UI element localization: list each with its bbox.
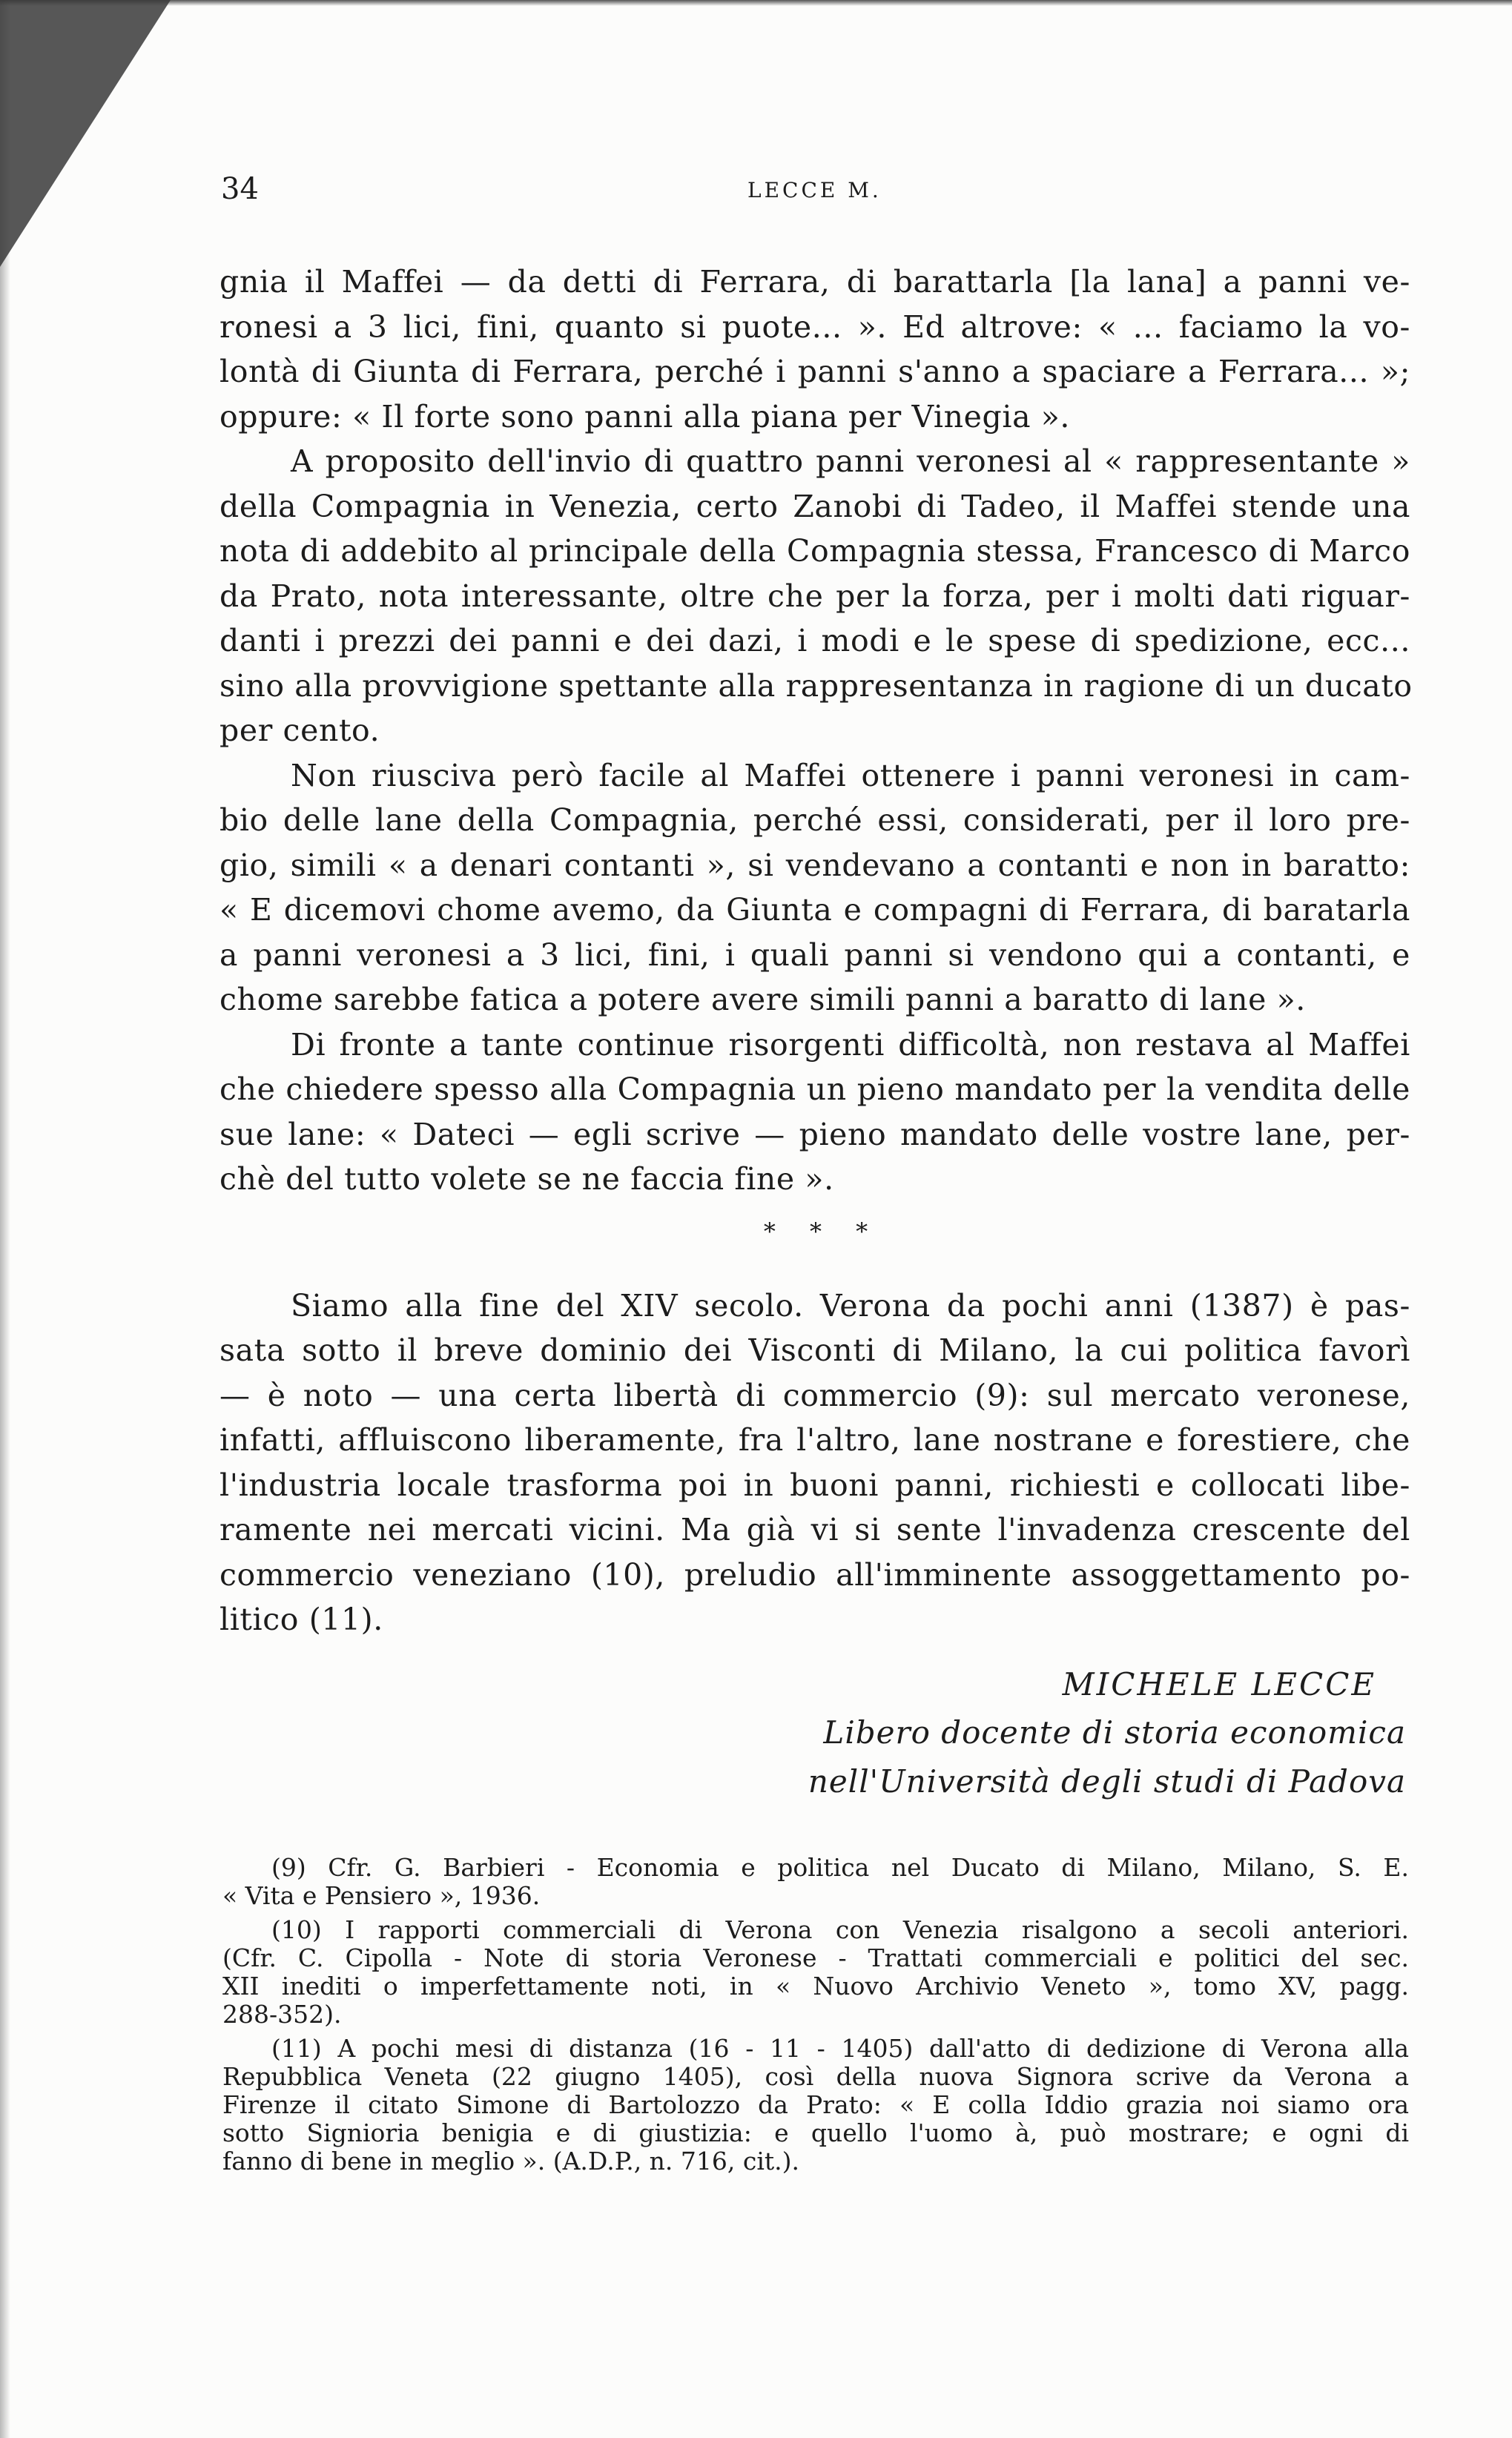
footnotes <box>222 1854 1409 2176</box>
text-line: — è noto — una certa libertà di commercio (9): sul mercato veronese, <box>219 1377 1410 1413</box>
page-header <box>221 172 1407 224</box>
scan-shadow-top <box>0 0 1512 6</box>
text-line: chome sarebbe fatica a potere avere simili panni a baratto di lane ». <box>219 982 1306 1017</box>
text-line: bio delle lane della Compagnia, perché essi, considerati, per il loro pre- <box>219 802 1410 838</box>
running-head: LECCE M. <box>747 178 882 202</box>
footnote-line: sotto Signioria benigia e di giustizia: e quello l'uomo à, può mostrare; e ogni di <box>222 2118 1409 2147</box>
footnote-10 <box>222 1916 1409 2029</box>
text-line: Di fronte a tante continue risorgenti difficoltà, non restava al Maffei <box>291 1026 1410 1063</box>
text-line: sue lane: « Dateci — egli scrive — pieno mandato delle vostre lane, per- <box>219 1116 1410 1152</box>
paragraph-1 <box>219 260 1410 439</box>
text-line: commercio veneziano (10), preludio all'imminente assoggettamento po- <box>219 1556 1410 1593</box>
text-line: per cento. <box>219 713 380 748</box>
text-line: sino alla provvigione spettante alla rappresentanza in ragione di un ducato <box>219 667 1413 704</box>
footnote-line: Repubblica Veneta (22 giugno 1405), così della nuova Signora scrive da Verona a <box>222 2062 1409 2091</box>
text-line: lontà di Giunta di Ferrara, perché i panni s'anno a spaciare a Ferrara... »; <box>219 354 1410 389</box>
text-line: oppure: « Il forte sono panni alla piana per Vinegia ». <box>219 398 1071 435</box>
footnote-11 <box>222 2035 1409 2176</box>
text-line: ronesi a 3 lici, fini, quanto si puote... ». Ed altrove: « ... faciamo la vo- <box>219 308 1410 345</box>
text-line: della Compagnia in Venezia, certo Zanobi di Tadeo, il Maffei stende una <box>219 488 1410 524</box>
text-line: che chiedere spesso alla Compagnia un pieno mandato per la vendita delle <box>219 1071 1410 1107</box>
footnote-line: 288-352). <box>222 2000 342 2029</box>
footnote-line: « Vita e Pensiero », 1936. <box>222 1881 541 1910</box>
body-text <box>219 260 1413 1642</box>
scan-shadow-left <box>0 0 10 2438</box>
text-line: sata sotto il breve dominio dei Visconti di Milano, la cui politica favorì <box>219 1332 1410 1368</box>
text-line: A proposito dell'invio di quattro panni veronesi al « rappresentante » <box>291 443 1410 479</box>
paragraph-3 <box>219 753 1410 1023</box>
text-line: chè del tutto volete se ne faccia fine ». <box>219 1161 834 1197</box>
text-line: gio, simili « a denari contanti », si vendevano a contanti e non in baratto: <box>219 847 1410 883</box>
author-affiliation: nell'Università degli studi di Padova <box>808 1763 1406 1800</box>
author-signature <box>742 1661 1406 1806</box>
paragraph-4 <box>219 1023 1410 1202</box>
text-line: Non riusciva però facile al Maffei ottenere i panni veronesi in cam- <box>291 757 1410 793</box>
author-name: MICHELE LECCE <box>1062 1666 1376 1702</box>
text-line: nota di addebito al principale della Compagnia stessa, Francesco di Marco <box>219 533 1410 569</box>
section-separator: * * * <box>763 1217 882 1246</box>
author-title: Libero docente di storia economica <box>823 1714 1406 1751</box>
text-line: da Prato, nota interessante, oltre che per la forza, per i molti dati riguar- <box>219 578 1410 614</box>
text-line: l'industria locale trasforma poi in buoni panni, richiesti e collocati libe- <box>219 1467 1410 1503</box>
page-number: 34 <box>221 172 259 206</box>
footnote-line: (11) A pochi mesi di distanza (16 - 11 - 1405) dall'atto di dedizione di Verona alla <box>271 2034 1409 2063</box>
footnote-line: Firenze il citato Simone di Bartolozzo da Prato: « E colla Iddio grazia noi siamo ora <box>222 2090 1409 2119</box>
text-line: « E dicemovi chome avemo, da Giunta e compagni di Ferrara, di baratarla <box>219 892 1410 928</box>
text-line: Siamo alla fine del XIV secolo. Verona da pochi anni (1387) è pas- <box>291 1287 1410 1324</box>
text-line: gnia il Maffei — da detti di Ferrara, di barattarla [la lana] a panni ve- <box>219 264 1410 300</box>
paragraph-5 <box>219 1284 1410 1642</box>
footnote-line: (Cfr. C. Cipolla - Note di storia Veronese - Trattati commerciali e politici del sec. <box>222 1943 1409 1972</box>
text-line: infatti, affluiscono liberamente, fra l'altro, lane nostrane e forestiere, che <box>219 1422 1410 1458</box>
scan-shadow-corner <box>0 0 171 267</box>
footnote-line: XII inediti o imperfettamente noti, in « Nuovo Archivio Veneto », tomo XV, pagg. <box>222 1972 1409 2001</box>
text-line: a panni veronesi a 3 lici, fini, i quali panni si vendono qui a contanti, e <box>219 936 1410 973</box>
footnote-line: (10) I rapporti commerciali di Verona con Venezia risalgono a secoli anteriori. <box>271 1915 1409 1944</box>
text-line: danti i prezzi dei panni e dei dazi, i modi e le spese di spedizione, ecc... <box>219 623 1410 658</box>
text-line: ramente nei mercati vicini. Ma già vi si sente l'invadenza crescente del <box>219 1512 1410 1547</box>
footnote-line: fanno di bene in meglio ». (A.D.P., n. 716, cit.). <box>222 2147 800 2176</box>
text-line: litico (11). <box>219 1602 383 1637</box>
spacer <box>219 1261 1410 1284</box>
footnote-line: (9) Cfr. G. Barbieri - Economia e politica nel Ducato di Milano, Milano, S. E. <box>271 1853 1409 1882</box>
paragraph-2 <box>219 439 1413 753</box>
footnote-9 <box>222 1854 1409 1910</box>
